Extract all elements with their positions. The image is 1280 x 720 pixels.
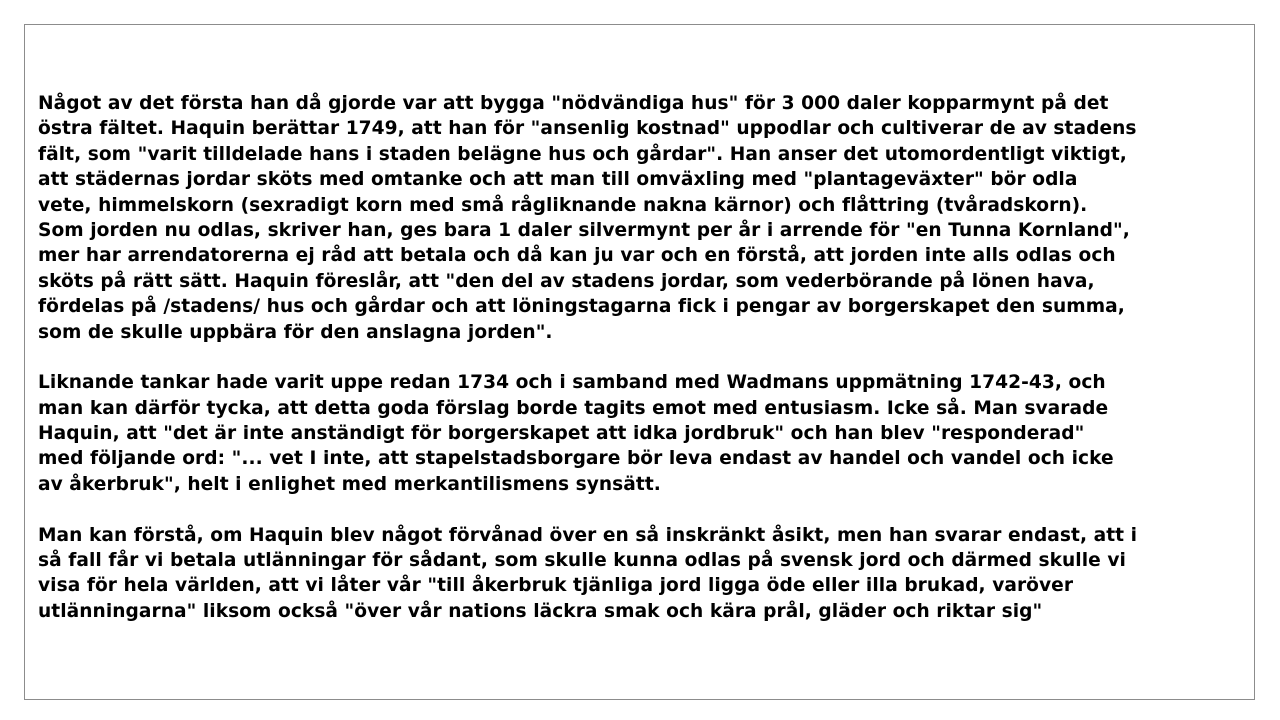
paragraph-line: man kan därför tycka, att detta goda förslag borde tagits emot med entusiasm. Icke så. Man svarade xyxy=(38,397,1109,419)
paragraph-3 xyxy=(38,523,1250,625)
paragraph-line: sköts på rätt sätt. Haquin föreslår, att "den del av stadens jordar, som vederbörande på lönen hava, xyxy=(38,270,1095,292)
paragraph-line: Man kan förstå, om Haquin blev något förvånad över en så inskränkt åsikt, men han svarar endast, att i xyxy=(38,524,1138,546)
paragraph-line: Något av det första han då gjorde var att bygga "nödvändiga hus" för 3 000 daler kopparmynt på det xyxy=(38,93,1109,114)
paragraph-line: Haquin, att "det är inte anständigt för borgerskapet att idka jordbruk" och han blev "responderad" xyxy=(38,423,1085,445)
paragraph-line: Som jorden nu odlas, skriver han, ges bara 1 daler silvermynt per år i arrende för "en Tunna Kornland", xyxy=(38,219,1130,241)
paragraph-line: att städernas jordar sköts med omtanke och att man till omväxling med "plantageväxter" bör odla xyxy=(38,169,1078,191)
paragraph-line: visa för hela världen, att vi låter vår "till åkerbruk tjänliga jord ligga öde eller illa brukad, varöver xyxy=(38,575,1074,597)
paragraph-line: Liknande tankar hade varit uppe redan 1734 och i samband med Wadmans uppmätning 1742-43, och xyxy=(38,372,1106,394)
paragraph-line: vete, himmelskorn (sexradigt korn med små rågliknande nakna kärnor) och flåttring (tvåradskorn). xyxy=(38,194,1088,216)
paragraph-spacer xyxy=(38,497,1250,522)
paragraph-line: östra fältet. Haquin berättar 1749, att han för "ansenlig kostnad" uppodlar och cultiverar de av stadens xyxy=(38,118,1137,140)
paragraph-line: fördelas på /stadens/ hus och gårdar och att löningstagarna fick i pengar av borgerskapet den summa, xyxy=(38,296,1125,318)
paragraph-line: fält, som "varit tilldelade hans i staden belägne hus och gårdar". Han anser det utomordentligt viktigt, xyxy=(38,143,1127,165)
document-body xyxy=(38,91,1250,624)
paragraph-2 xyxy=(38,370,1250,497)
document-frame xyxy=(24,24,1255,700)
paragraph-line: som de skulle uppbära för den anslagna jorden". xyxy=(38,321,553,343)
paragraph-line: med följande ord: "... vet I inte, att stapelstadsborgare bör leva endast av handel och vandel och icke xyxy=(38,448,1114,470)
paragraph-line: utlänningarna" liksom också "över vår nations läckra smak och kära prål, gläder och riktar sig" xyxy=(38,600,1043,622)
paragraph-line: mer har arrendatorerna ej råd att betala och då kan ju var och en förstå, att jorden inte alls odlas och xyxy=(38,245,1116,267)
paragraph-1 xyxy=(38,91,1250,345)
paragraph-spacer xyxy=(38,345,1250,370)
paragraph-line: så fall får vi betala utlänningar för sådant, som skulle kunna odlas på svensk jord och därmed skulle vi xyxy=(38,550,1126,572)
paragraph-line: av åkerbruk", helt i enlighet med merkantilismens synsätt. xyxy=(38,473,661,495)
